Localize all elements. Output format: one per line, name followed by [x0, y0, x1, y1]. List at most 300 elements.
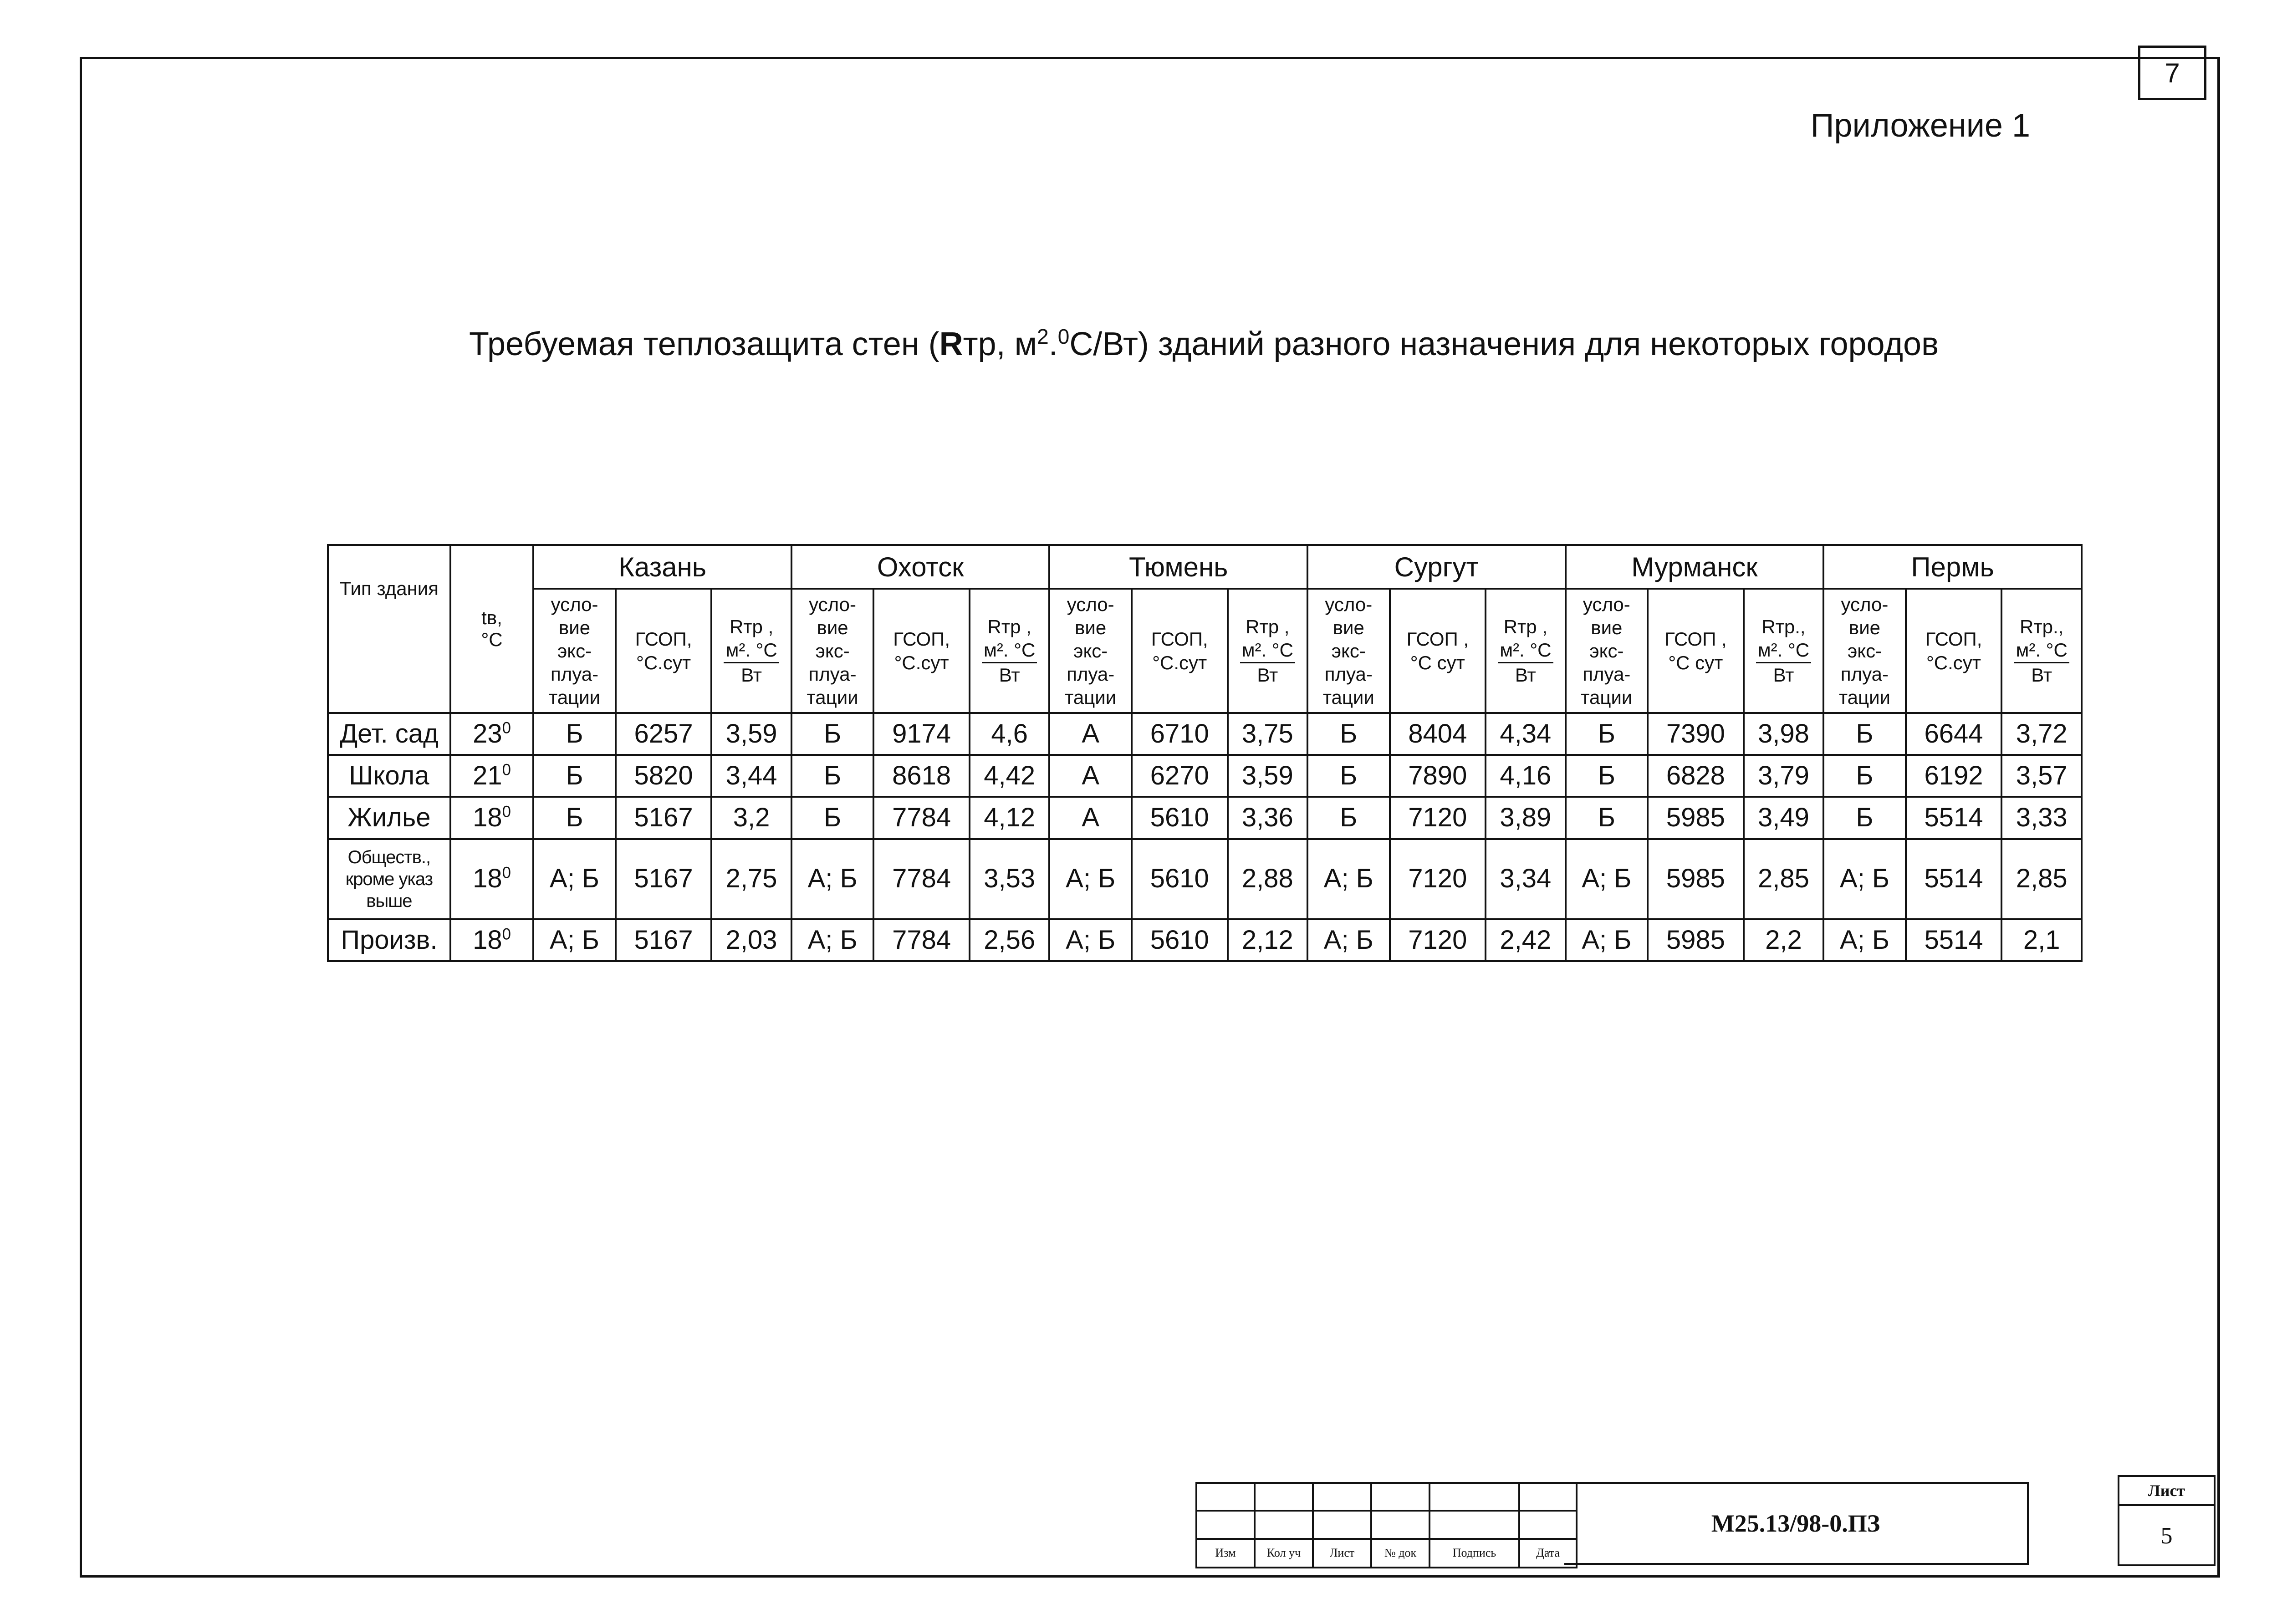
rtr-unit-fraction [724, 638, 779, 686]
data-cell [711, 919, 791, 961]
data-cell [1906, 797, 2002, 839]
cell-value: 2,12 [1241, 925, 1293, 955]
cell-value: 3,59 [1241, 760, 1293, 790]
cell-value: 4,42 [984, 760, 1036, 790]
cell-value: А; Б [1323, 925, 1373, 955]
data-cell [970, 797, 1049, 839]
building-type-cell [328, 797, 450, 839]
data-cell [873, 839, 970, 919]
building-type: Жилье [347, 803, 431, 833]
sheet-label: Лист [2119, 1477, 2214, 1506]
rtr-unit-numerator: м². °С [1756, 638, 1811, 663]
building-type: Школа [349, 760, 429, 790]
operating-condition-line: усло- [1067, 593, 1114, 615]
header-rtr [711, 589, 791, 713]
data-cell [1823, 839, 1906, 919]
city-name: Казань [618, 551, 707, 582]
data-cell [1648, 797, 1744, 839]
cell-value: 3,49 [1758, 803, 1809, 833]
operating-condition-line: вие [817, 616, 848, 638]
operating-condition-line: усло- [1841, 593, 1889, 615]
data-cell [791, 797, 874, 839]
data-cell [1228, 797, 1308, 839]
data-cell [1906, 919, 2002, 961]
city-header [1823, 545, 2082, 589]
cell-value: 5610 [1150, 803, 1209, 833]
data-cell [791, 919, 874, 961]
data-cell [1566, 919, 1648, 961]
tb-cell [450, 919, 534, 961]
data-cell [1823, 755, 1906, 797]
rtr-unit-numerator: м². °С [982, 638, 1037, 663]
revision-grid [1195, 1482, 1578, 1568]
cell-value: 2,03 [725, 925, 777, 955]
rtr-unit-denominator: Вт [1773, 664, 1794, 686]
data-cell [1744, 919, 1824, 961]
rtr-unit-numerator: м². °С [1498, 638, 1553, 663]
header-tb-unit: °С [481, 629, 503, 651]
city-name: Пермь [1911, 551, 1994, 582]
cell-value: А; Б [1066, 864, 1116, 894]
revision-cell [1313, 1483, 1371, 1511]
operating-condition-line: экс- [815, 640, 850, 662]
data-cell [1566, 713, 1648, 755]
gsop-unit: °С сут [1668, 652, 1723, 673]
cell-value: А [1082, 760, 1100, 790]
cell-value: 2,85 [2016, 864, 2068, 894]
operating-condition-line: тации [1581, 687, 1633, 708]
appendix-label: Приложение 1 [1810, 107, 2030, 144]
cell-value: А; Б [1323, 864, 1373, 894]
data-cell [791, 839, 874, 919]
cell-value: Б [1598, 760, 1615, 790]
city-name: Тюмень [1129, 551, 1228, 582]
cell-value: 7890 [1408, 760, 1467, 790]
cell-value: А; Б [1839, 925, 1889, 955]
header-rtr [1486, 589, 1566, 713]
cell-value: Б [824, 718, 842, 748]
gsop-unit: °С.сут [1926, 652, 1981, 673]
data-cell [1566, 797, 1648, 839]
tb-value: 18 [473, 925, 502, 955]
data-cell [970, 755, 1049, 797]
data-cell [1390, 797, 1486, 839]
table-row [328, 713, 2082, 755]
building-type-cell [328, 755, 450, 797]
gsop-label: ГСОП , [1664, 628, 1727, 650]
data-cell [791, 755, 874, 797]
cell-value: 8618 [892, 760, 951, 790]
data-cell [1823, 713, 1906, 755]
data-cell [970, 919, 1049, 961]
city-header [1049, 545, 1307, 589]
degree-mark: 0 [502, 803, 511, 821]
data-cell [1486, 919, 1566, 961]
revision-label: Изм [1196, 1539, 1255, 1568]
cell-value: Б [1340, 760, 1358, 790]
rtr-unit-fraction [2014, 638, 2069, 686]
cell-value: 3,33 [2016, 803, 2068, 833]
cell-value: А; Б [1582, 925, 1632, 955]
cell-value: 7390 [1666, 718, 1725, 748]
data-cell [711, 713, 791, 755]
building-type-cell [328, 919, 450, 961]
rtr-label: Rтр., [2020, 616, 2064, 638]
sheet-box [2118, 1475, 2216, 1566]
cell-value: 3,53 [984, 864, 1036, 894]
header-operating-condition [1823, 589, 1906, 713]
data-cell [1390, 919, 1486, 961]
data-cell [1566, 839, 1648, 919]
header-gsop [1906, 589, 2002, 713]
table-row [328, 919, 2082, 961]
data-cell [1823, 797, 1906, 839]
cell-value: 3,75 [1241, 718, 1293, 748]
data-cell [1744, 713, 1824, 755]
cell-value: 9174 [892, 718, 951, 748]
data-cell [2001, 755, 2082, 797]
cell-value: Б [566, 803, 583, 833]
cell-value: Б [824, 803, 842, 833]
cell-value: 3,36 [1241, 803, 1293, 833]
header-operating-condition [1307, 589, 1390, 713]
data-cell [1648, 919, 1744, 961]
data-cell [1390, 839, 1486, 919]
revision-cell [1255, 1483, 1313, 1511]
cell-value: 5167 [634, 864, 693, 894]
cell-value: А [1082, 803, 1100, 833]
city-header [1566, 545, 1824, 589]
header-gsop [1390, 589, 1486, 713]
cell-value: 4,6 [991, 718, 1028, 748]
cell-value: А; Б [550, 925, 599, 955]
cell-value: 5610 [1150, 925, 1209, 955]
cell-value: А; Б [807, 925, 858, 955]
tb-cell [450, 755, 534, 797]
gsop-label: ГСОП, [635, 628, 692, 650]
operating-condition-line: экс- [1847, 640, 1882, 662]
city-name: Сургут [1394, 551, 1479, 582]
rtr-unit-numerator: м². °С [2014, 638, 2069, 663]
data-cell [1228, 839, 1308, 919]
header-rtr [1228, 589, 1308, 713]
gsop-label: ГСОП, [1151, 628, 1208, 650]
gsop-label: ГСОП , [1406, 628, 1469, 650]
header-gsop [616, 589, 712, 713]
gsop-label: ГСОП, [1925, 628, 1982, 650]
data-cell [873, 919, 970, 961]
data-cell [1390, 713, 1486, 755]
data-cell [1307, 839, 1390, 919]
cell-value: 3,34 [1500, 864, 1552, 894]
tb-cell [450, 797, 534, 839]
operating-condition-line: тации [1322, 687, 1374, 708]
data-cell [1049, 797, 1132, 839]
header-rtr [2001, 589, 2082, 713]
cell-value: 3,59 [725, 718, 777, 748]
sheet-number: 5 [2160, 1522, 2173, 1549]
operating-condition-line: плуа- [1067, 663, 1115, 685]
cell-value: 3,44 [725, 760, 777, 790]
cell-value: Б [1856, 718, 1874, 748]
revision-cell [1371, 1511, 1430, 1538]
tb-value: 18 [473, 803, 502, 833]
data-cell [533, 755, 616, 797]
cell-value: 8404 [1408, 718, 1467, 748]
cell-value: Б [1598, 718, 1615, 748]
operating-condition-line: усло- [1325, 593, 1373, 615]
header-building-type-label: Тип здания [339, 578, 439, 599]
rtr-label: Rтр., [1761, 616, 1806, 638]
data-cell [1132, 919, 1228, 961]
data-cell [2001, 713, 2082, 755]
cell-value: Б [1340, 803, 1358, 833]
rtr-label: Rтр , [987, 616, 1031, 638]
header-gsop [873, 589, 970, 713]
header-rtr [970, 589, 1049, 713]
data-cell [1132, 713, 1228, 755]
data-cell [711, 797, 791, 839]
cell-value: 6644 [1924, 718, 1983, 748]
data-cell [873, 713, 970, 755]
operating-condition-line: экс- [1589, 640, 1624, 662]
cell-value: 3,57 [2016, 760, 2068, 790]
data-cell [1228, 755, 1308, 797]
city-header [533, 545, 791, 589]
cell-value: 5985 [1666, 803, 1725, 833]
data-cell [1049, 839, 1132, 919]
data-cell [533, 713, 616, 755]
cell-value: 3,89 [1500, 803, 1552, 833]
table-row [328, 839, 2082, 919]
data-cell [1648, 713, 1744, 755]
cell-value: 3,72 [2016, 718, 2068, 748]
revision-label: Дата [1519, 1539, 1577, 1568]
data-cell [2001, 919, 2082, 961]
cell-value: 5514 [1924, 803, 1983, 833]
operating-condition-line: вие [1848, 616, 1881, 638]
revision-cell [1196, 1483, 1255, 1511]
header-rtr [1744, 589, 1824, 713]
data-cell [1049, 919, 1132, 961]
gsop-label: ГСОП, [893, 628, 950, 650]
rtr-label: Rтр , [1246, 616, 1290, 638]
rtr-label: Rтр , [729, 616, 774, 638]
cell-value: 2,1 [2023, 925, 2060, 955]
operating-condition-line: плуа- [550, 663, 599, 685]
operating-condition-line: усло- [809, 593, 857, 615]
cell-value: 6192 [1924, 760, 1983, 790]
operating-condition-line: вие [558, 616, 591, 638]
degree-mark: 0 [502, 925, 511, 943]
rtr-unit-denominator: Вт [741, 664, 762, 686]
data-cell [1648, 755, 1744, 797]
data-cell [1566, 755, 1648, 797]
heat-protection-table [327, 544, 2083, 962]
cell-value: А; Б [1582, 864, 1632, 894]
header-operating-condition [533, 589, 616, 713]
page-title: Требуемая теплозащита стен (Rтр, $м^2.^0С/Вт$) зданий разного назначения для некоторых городов [469, 325, 1939, 362]
header-tb [450, 545, 534, 713]
cell-value: 5514 [1924, 864, 1983, 894]
data-cell [533, 839, 616, 919]
data-cell [1307, 919, 1390, 961]
cell-value: 4,16 [1500, 760, 1552, 790]
degree-mark: 0 [502, 761, 511, 779]
rtr-unit-denominator: Вт [1257, 664, 1278, 686]
cell-value: 2,85 [1758, 864, 1809, 894]
data-cell [1307, 797, 1390, 839]
data-cell [1049, 713, 1132, 755]
operating-condition-line: тации [548, 687, 601, 708]
data-cell [1307, 713, 1390, 755]
revision-cell [1371, 1483, 1430, 1511]
building-type-cell [328, 839, 450, 919]
cell-value: 7120 [1408, 803, 1467, 833]
revision-label: Подпись [1430, 1539, 1519, 1568]
data-cell [1228, 713, 1308, 755]
operating-condition-line: плуа- [808, 663, 857, 685]
operating-condition-line: усло- [1583, 593, 1630, 615]
data-cell [1132, 839, 1228, 919]
operating-condition-line: тации [1065, 687, 1117, 708]
table-row [328, 797, 2082, 839]
data-cell [1486, 713, 1566, 755]
cell-value: 3,98 [1758, 718, 1809, 748]
cell-value: 2,75 [725, 864, 777, 894]
cell-value: 7784 [892, 803, 951, 833]
table-row [328, 755, 2082, 797]
rtr-unit-denominator: Вт [999, 664, 1020, 686]
tb-value: 23 [473, 718, 502, 748]
operating-condition-line: тации [1838, 687, 1890, 708]
gsop-unit: °С сут [1410, 652, 1465, 673]
cell-value: Б [566, 718, 583, 748]
operating-condition-line: плуа- [1324, 663, 1373, 685]
cell-value: 7784 [892, 925, 951, 955]
revision-label: № док [1371, 1539, 1430, 1568]
header-tb-label: tв, [481, 607, 502, 629]
data-cell [533, 797, 616, 839]
operating-condition-line: вие [1333, 616, 1364, 638]
rtr-unit-numerator: м². °С [1240, 638, 1295, 663]
operating-condition-line: плуа- [1840, 663, 1889, 685]
data-cell [1744, 797, 1824, 839]
title-block [1195, 1482, 2218, 1568]
data-cell [1744, 839, 1824, 919]
data-cell [1307, 755, 1390, 797]
cell-value: 4,34 [1500, 718, 1552, 748]
cell-value: 2,88 [1241, 864, 1293, 894]
data-cell [970, 839, 1049, 919]
cell-value: 6270 [1150, 760, 1209, 790]
rtr-unit-fraction [1498, 638, 1553, 686]
rtr-unit-fraction [1240, 638, 1295, 686]
header-gsop [1132, 589, 1228, 713]
gsop-unit: °С.сут [894, 652, 949, 673]
data-cell [616, 797, 712, 839]
data-cell [1823, 919, 1906, 961]
revision-cell [1196, 1511, 1255, 1538]
data-cell [1132, 755, 1228, 797]
header-gsop [1648, 589, 1744, 713]
revision-label: Кол уч [1255, 1539, 1313, 1568]
revision-cell [1313, 1511, 1371, 1538]
operating-condition-line: экс- [1073, 640, 1108, 662]
revision-cell [1430, 1483, 1519, 1511]
data-cell [711, 755, 791, 797]
cell-value: Б [1340, 718, 1358, 748]
cell-value: 7120 [1408, 925, 1467, 955]
cell-value: 5820 [634, 760, 693, 790]
city-name: Охотск [877, 551, 964, 582]
cell-value: А; Б [1066, 925, 1116, 955]
cell-value: 5167 [634, 925, 693, 955]
rtr-unit-denominator: Вт [1515, 664, 1536, 686]
cell-value: Б [824, 760, 842, 790]
data-cell [616, 713, 712, 755]
cell-value: 5985 [1666, 864, 1725, 894]
cell-value: Б [566, 760, 583, 790]
data-cell [616, 839, 712, 919]
data-cell [2001, 839, 2082, 919]
operating-condition-line: плуа- [1583, 663, 1631, 685]
data-cell [1132, 797, 1228, 839]
data-cell [791, 713, 874, 755]
cell-value: 7120 [1408, 864, 1467, 894]
data-cell [873, 755, 970, 797]
gsop-unit: °С.сут [1152, 652, 1207, 673]
cell-value: А; Б [1839, 864, 1889, 894]
cell-value: 5514 [1924, 925, 1983, 955]
data-cell [533, 919, 616, 961]
data-cell [1390, 755, 1486, 797]
data-cell [1486, 755, 1566, 797]
cell-value: А [1082, 718, 1100, 748]
rtr-unit-fraction [982, 638, 1037, 686]
data-cell [1486, 797, 1566, 839]
data-cell [616, 755, 712, 797]
cell-value: 5167 [634, 803, 693, 833]
city-name: Мурманск [1631, 551, 1758, 582]
data-cell [1906, 839, 2002, 919]
tb-cell [450, 713, 534, 755]
revision-cell [1430, 1511, 1519, 1538]
rtr-unit-denominator: Вт [2031, 664, 2052, 686]
building-type: Произв. [341, 925, 438, 955]
revision-label: Лист [1313, 1539, 1371, 1568]
cell-value: Б [1856, 803, 1874, 833]
degree-mark: 0 [502, 864, 511, 882]
gsop-unit: °С.сут [636, 652, 691, 673]
data-cell [970, 713, 1049, 755]
data-cell [1049, 755, 1132, 797]
cell-value: 6257 [634, 718, 693, 748]
header-building-type [328, 545, 450, 713]
data-cell [1744, 755, 1824, 797]
cell-value: 3,2 [733, 803, 770, 833]
building-type-cell [328, 713, 450, 755]
operating-condition-line: экс- [557, 640, 592, 662]
rtr-label: Rтр , [1503, 616, 1547, 638]
operating-condition-line: вие [1075, 616, 1107, 638]
operating-condition-line: тации [807, 687, 858, 708]
operating-condition-line: вие [1591, 616, 1623, 638]
operating-condition-line: экс- [1331, 640, 1366, 662]
data-cell [1228, 919, 1308, 961]
data-cell [873, 797, 970, 839]
cell-value: 5985 [1666, 925, 1725, 955]
